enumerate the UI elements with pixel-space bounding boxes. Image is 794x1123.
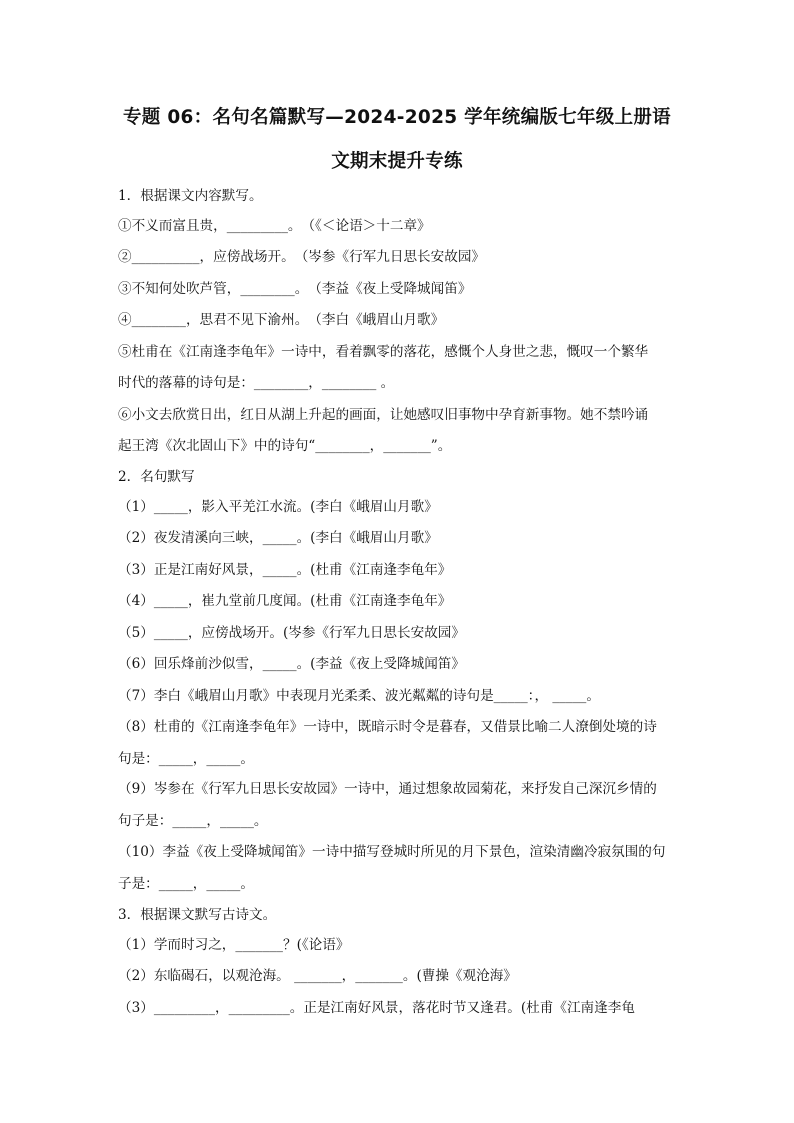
question-line: （3）_________，_________。正是江南好风景，落花时节又逢君。(杜甫《江南逢李龟 [118, 1000, 635, 1016]
question-line: （1）学而时习之，_______？(《论语》 [118, 937, 350, 953]
question-line: 时代的落幕的诗句是：________，________ 。 [118, 375, 395, 391]
question-line: （4）_____，崔九堂前几度闻。(杜甫《江南逢李龟年》 [118, 593, 452, 609]
question-line: （5）_____，应傍战场开。(岑参《行军九日思长安故园》 [118, 625, 465, 641]
question-line: ③不知何处吹芦管，________。 （李益《夜上受降城闻笛》 [118, 281, 472, 297]
question-line: （10）李益《夜上受降城闻笛》一诗中描写登城时所见的月下景色，渲染清幽冷寂氛围的句 [118, 844, 666, 860]
question-line: ⑤杜甫在《江南逢李龟年》一诗中，看着飘零的落花，感慨个人身世之悲，慨叹一个繁华 [118, 344, 649, 360]
question-line: 子是：_____，_____。 [118, 876, 254, 892]
question-line: 句是：_____，_____。 [118, 751, 254, 767]
question-line: （3）正是江南好风景，_____。(杜甫《江南逢李龟年》 [118, 562, 452, 578]
question-line: ①不义而富且贵，_________。 （《＜论语＞十二章》 [118, 218, 431, 234]
question-line: （6）回乐烽前沙似雪，_____。(李益《夜上受降城闻笛》 [118, 656, 465, 672]
section-heading-3: 3．根据课文默写古诗文。 [118, 907, 277, 923]
question-line: （7）李白《峨眉山月歌》中表现月光柔柔、波光粼粼的诗句是_____：， _____。 [118, 688, 600, 704]
question-line: 句子是：_____，_____。 [118, 813, 268, 829]
question-line: （8）杜甫的《江南逢李龟年》一诗中，既暗示时令是暮春，又借景比喻二人潦倒处境的诗 [118, 719, 657, 735]
question-line: （1）_____，影入平羌江水流。(李白《峨眉山月歌》 [118, 499, 438, 515]
question-line: 起王湾《次北固山下》中的诗句“________，_______”。 [118, 438, 452, 454]
question-line: （9）岑参在《行军九日思长安故园》一诗中，通过想象故园菊花，来抒发自己深沉乡情的 [118, 781, 657, 797]
question-line: （2）东临碣石，以观沧海。 _______，_______。(曹操《观沧海》 [118, 968, 517, 984]
question-line: ⑥小文去欣赏日出，红日从湖上升起的画面，让她感叹旧事物中孕育新事物。她不禁吟诵 [118, 407, 649, 423]
section-heading-1: 1．根据课文内容默写。 [118, 188, 263, 204]
document-title-line-1: 专题 06：名句名篇默写—2024-2025 学年统编版七年级上册语 [123, 107, 671, 128]
question-line: ②__________，应傍战场开。 （岑参《行军九日思长安故园》 [118, 249, 486, 265]
section-heading-2: 2．名句默写 [118, 469, 195, 485]
question-line: （2）夜发清溪向三峡，_____。(李白《峨眉山月歌》 [118, 530, 438, 546]
question-line: ④________，思君不见下渝州。 （李白《峨眉山月歌》 [118, 312, 445, 328]
document-title-line-2: 文期末提升专练 [331, 151, 463, 172]
